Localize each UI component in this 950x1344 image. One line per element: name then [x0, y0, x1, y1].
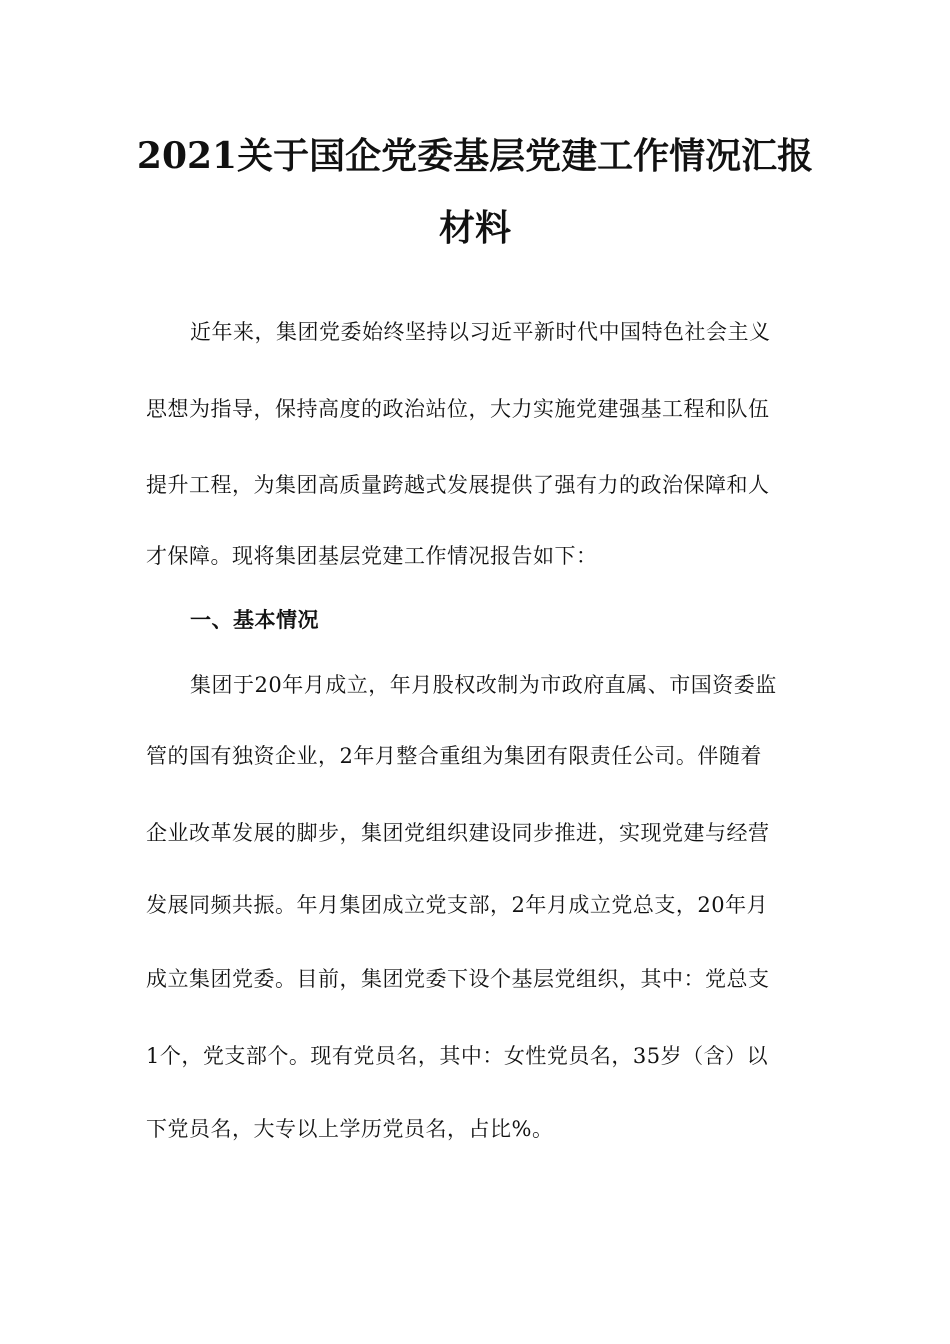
paragraph-2-line-4: 发展同频共振。年月集团成立党支部，2年月成立党总支，20年月 — [146, 893, 769, 917]
paragraph-2-line-6: 1个，党支部个。现有党员名，其中：女性党员名，35岁（含）以 — [146, 1044, 769, 1068]
paragraph-2-line-5: 成立集团党委。目前，集团党委下设个基层党组织，其中：党总支 — [146, 967, 770, 991]
paragraph-1-line-3: 提升工程，为集团高质量跨越式发展提供了强有力的政治保障和人 — [146, 473, 770, 497]
section-heading-basic-situation: 一、基本情况 — [190, 607, 319, 632]
document-title-line-2: 材料 — [438, 207, 511, 249]
paragraph-2-line-7: 下党员名，大专以上学历党员名，占比%。 — [146, 1117, 554, 1141]
paragraph-2-line-1: 集团于20年月成立，年月股权改制为市政府直属、市国资委监 — [190, 673, 777, 697]
paragraph-1-line-1: 近年来，集团党委始终坚持以习近平新时代中国特色社会主义 — [190, 320, 771, 344]
paragraph-2-line-3: 企业改革发展的脚步，集团党组织建设同步推进，实现党建与经营 — [146, 821, 770, 845]
document-title-line-1: 2021关于国企党委基层党建工作情况汇报 — [136, 135, 814, 177]
paragraph-1-line-4: 才保障。现将集团基层党建工作情况报告如下： — [146, 544, 598, 568]
paragraph-1-line-2: 思想为指导，保持高度的政治站位，大力实施党建强基工程和队伍 — [146, 397, 770, 421]
paragraph-2-line-2: 管的国有独资企业，2年月整合重组为集团有限责任公司。伴随着 — [146, 744, 762, 768]
